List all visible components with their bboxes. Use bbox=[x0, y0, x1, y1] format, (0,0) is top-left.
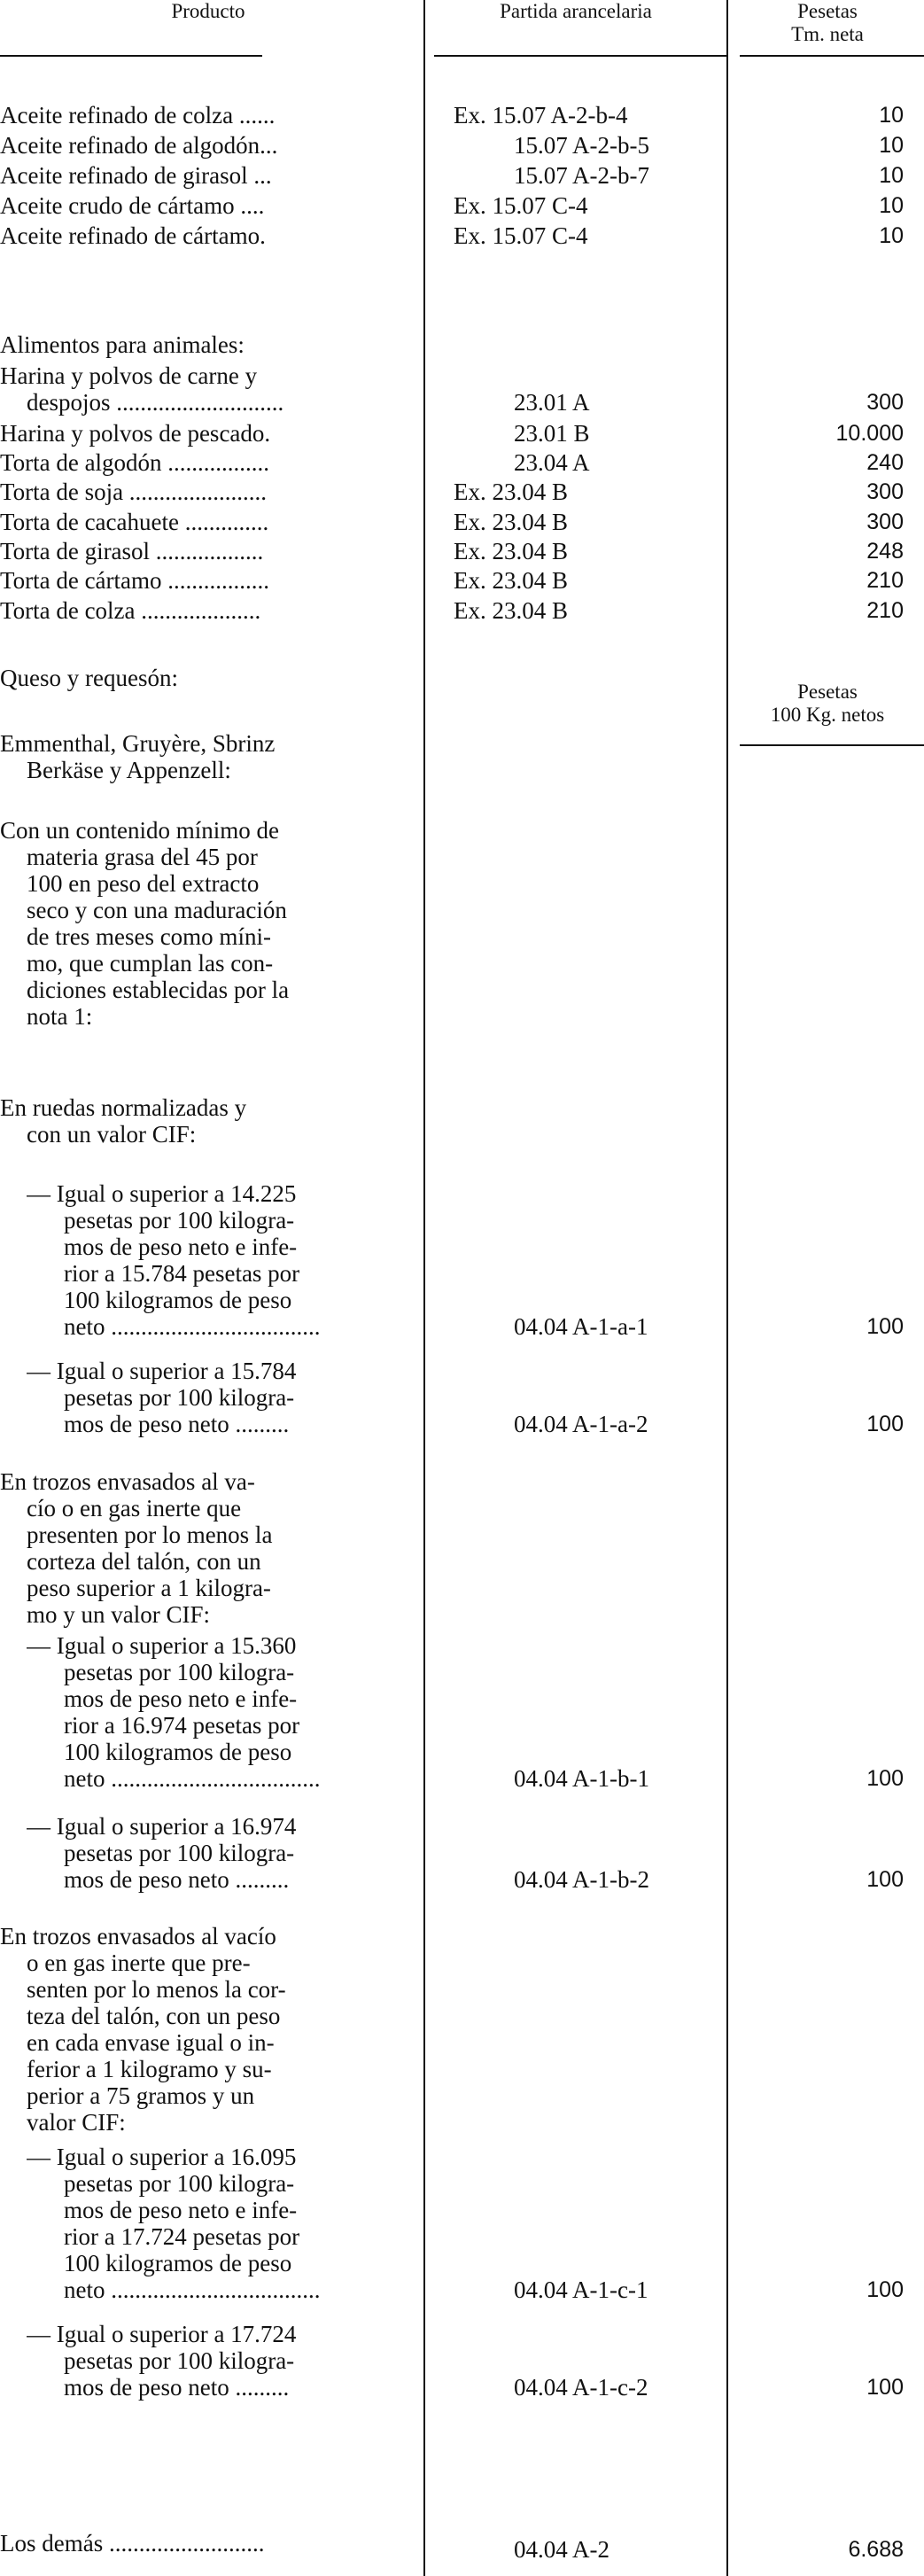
alimento-valor: 300 bbox=[866, 479, 904, 504]
c1-valor: 100 bbox=[866, 2277, 904, 2302]
t1-line: neto ................................... bbox=[64, 1765, 321, 1792]
alimento-partida: Ex. 23.04 B bbox=[454, 597, 569, 624]
trozos1-line: En trozos envasados al va- bbox=[0, 1468, 255, 1495]
aceite-partida: 15.07 A-2-b-5 bbox=[514, 132, 649, 159]
alimento-valor: 300 bbox=[866, 390, 904, 415]
trozos2-line: en cada envase igual o in- bbox=[27, 2029, 275, 2056]
aceite-partida: Ex. 15.07 A-2-b-4 bbox=[454, 102, 628, 128]
t2-line: pesetas por 100 kilogra- bbox=[64, 1840, 295, 1866]
r2-partida: 04.04 A-1-a-2 bbox=[514, 1411, 648, 1437]
alimentos-title: Alimentos para animales: bbox=[0, 331, 245, 358]
alimento-partida: 23.04 A bbox=[514, 449, 590, 476]
contenido-line: nota 1: bbox=[27, 1003, 93, 1030]
r1-line: mos de peso neto e infe- bbox=[64, 1234, 298, 1260]
ruedas-line: En ruedas normalizadas y bbox=[0, 1094, 247, 1121]
alimento-partida: Ex. 23.04 B bbox=[454, 538, 569, 564]
r2-line: mos de peso neto ......... bbox=[64, 1411, 290, 1437]
header-rule-producto bbox=[0, 55, 262, 57]
t2-partida: 04.04 A-1-b-2 bbox=[514, 1866, 649, 1893]
trozos1-line: presenten por lo menos la bbox=[27, 1521, 273, 1548]
header-pesetas-tm bbox=[731, 0, 924, 46]
alimento-producto: Torta de algodón ................. bbox=[0, 449, 270, 476]
header-pesetas-kg bbox=[731, 681, 924, 727]
t2-valor: 100 bbox=[866, 1867, 904, 1892]
alimento-producto: Torta de soja ....................... bbox=[0, 479, 268, 505]
contenido-line: mo, que cumplan las con- bbox=[27, 950, 274, 977]
header-kg-netos-label: 100 Kg. netos bbox=[770, 704, 885, 726]
contenido-line: Con un contenido mínimo de bbox=[0, 817, 279, 844]
contenido-line: 100 en peso del extracto bbox=[27, 870, 260, 897]
aceite-producto: Aceite refinado de girasol ... bbox=[0, 162, 272, 189]
alimento-partida: Ex. 23.04 B bbox=[454, 509, 569, 535]
alimento-producto: Torta de colza .................... bbox=[0, 597, 261, 624]
c1-partida: 04.04 A-1-c-1 bbox=[514, 2276, 648, 2303]
t1-valor: 100 bbox=[866, 1766, 904, 1791]
trozos1-line: mo y un valor CIF: bbox=[27, 1601, 210, 1628]
c1-line: mos de peso neto e infe- bbox=[64, 2197, 298, 2223]
trozos2-line: senten por lo menos la cor- bbox=[27, 1976, 286, 2003]
contenido-line: seco y con una maduración bbox=[27, 897, 287, 923]
alimento-partida: 23.01 A bbox=[514, 389, 590, 416]
c2-line: pesetas por 100 kilogra- bbox=[64, 2347, 295, 2374]
c1-line: — Igual o superior a 16.095 bbox=[27, 2144, 297, 2170]
r1-line: 100 kilogramos de peso bbox=[64, 1287, 292, 1313]
alimento-producto: Torta de girasol .................. bbox=[0, 538, 264, 564]
c1-line: neto ................................... bbox=[64, 2276, 321, 2303]
emmenthal-line: Berkäse y Appenzell: bbox=[27, 757, 231, 783]
r1-partida: 04.04 A-1-a-1 bbox=[514, 1313, 648, 1340]
trozos1-line: cío o en gas inerte que bbox=[27, 1495, 242, 1521]
demas-valor: 6.688 bbox=[848, 2537, 904, 2562]
alimento-producto: Torta de cacahuete .............. bbox=[0, 509, 269, 535]
header-producto: Producto bbox=[171, 0, 245, 22]
header-pesetas-label-2: Pesetas bbox=[797, 681, 858, 703]
t1-partida: 04.04 A-1-b-1 bbox=[514, 1765, 649, 1792]
r1-line: pesetas por 100 kilogra- bbox=[64, 1207, 295, 1234]
ruedas-line: con un valor CIF: bbox=[27, 1121, 197, 1148]
column-divider-1 bbox=[423, 0, 425, 2576]
t1-line: — Igual o superior a 15.360 bbox=[27, 1632, 297, 1659]
t1-line: pesetas por 100 kilogra- bbox=[64, 1659, 295, 1685]
alimento-valor: 240 bbox=[866, 450, 904, 475]
r1-line: — Igual o superior a 14.225 bbox=[27, 1180, 297, 1207]
demas-producto: Los demás .......................... bbox=[0, 2530, 265, 2557]
header-partida: Partida arancelaria bbox=[500, 0, 652, 22]
t2-line: mos de peso neto ......... bbox=[64, 1866, 290, 1893]
r2-line: — Igual o superior a 15.784 bbox=[27, 1358, 297, 1384]
c2-line: mos de peso neto ......... bbox=[64, 2374, 290, 2401]
r1-valor: 100 bbox=[866, 1314, 904, 1339]
aceite-producto: Aceite refinado de algodón... bbox=[0, 132, 278, 159]
trozos2-line: perior a 75 gramos y un bbox=[27, 2082, 255, 2109]
queso-title: Queso y requesón: bbox=[0, 665, 178, 691]
alimento-producto-line: Harina y polvos de carne y bbox=[0, 362, 258, 389]
trozos1-line: peso superior a 1 kilogra- bbox=[27, 1575, 271, 1601]
c1-line: pesetas por 100 kilogra- bbox=[64, 2170, 295, 2197]
header-rule-partida bbox=[434, 55, 726, 57]
r2-valor: 100 bbox=[866, 1412, 904, 1436]
t1-line: mos de peso neto e infe- bbox=[64, 1685, 298, 1712]
emmenthal-line: Emmenthal, Gruyère, Sbrinz bbox=[0, 730, 276, 757]
aceite-valor: 10 bbox=[879, 103, 904, 128]
r1-line: rior a 15.784 pesetas por bbox=[64, 1260, 300, 1287]
aceite-valor: 10 bbox=[879, 193, 904, 218]
alimento-producto: Torta de cártamo ................. bbox=[0, 567, 270, 594]
contenido-line: de tres meses como míni- bbox=[27, 923, 271, 950]
c1-line: rior a 17.724 pesetas por bbox=[64, 2223, 300, 2250]
trozos2-line: teza del talón, con un peso bbox=[27, 2003, 281, 2029]
alimento-partida: Ex. 23.04 B bbox=[454, 567, 569, 594]
aceite-producto: Aceite crudo de cártamo .... bbox=[0, 192, 265, 219]
alimento-partida: 23.01 B bbox=[514, 420, 590, 447]
trozos1-line: corteza del talón, con un bbox=[27, 1548, 261, 1575]
aceite-valor: 10 bbox=[879, 163, 904, 188]
trozos2-line: ferior a 1 kilogramo y su- bbox=[27, 2056, 272, 2082]
t2-line: — Igual o superior a 16.974 bbox=[27, 1813, 297, 1840]
aceite-valor: 10 bbox=[879, 223, 904, 248]
contenido-line: diciones establecidas por la bbox=[27, 977, 290, 1003]
r1-line: neto ................................... bbox=[64, 1313, 321, 1340]
c1-line: 100 kilogramos de peso bbox=[64, 2250, 292, 2276]
aceite-partida: 15.07 A-2-b-7 bbox=[514, 162, 649, 189]
header-rule-pesetas-kg bbox=[740, 744, 924, 746]
c2-line: — Igual o superior a 17.724 bbox=[27, 2321, 297, 2347]
c2-valor: 100 bbox=[866, 2375, 904, 2400]
alimento-valor: 210 bbox=[866, 568, 904, 593]
alimento-producto: despojos ............................ bbox=[27, 389, 284, 416]
alimento-valor: 300 bbox=[866, 510, 904, 534]
alimento-partida: Ex. 23.04 B bbox=[454, 479, 569, 505]
t1-line: rior a 16.974 pesetas por bbox=[64, 1712, 300, 1739]
trozos2-line: valor CIF: bbox=[27, 2109, 126, 2136]
header-tm-neta-label: Tm. neta bbox=[791, 23, 864, 45]
alimento-valor: 10.000 bbox=[835, 421, 904, 446]
r2-line: pesetas por 100 kilogra- bbox=[64, 1384, 295, 1411]
c2-partida: 04.04 A-1-c-2 bbox=[514, 2374, 648, 2401]
aceite-producto: Aceite refinado de cártamo. bbox=[0, 222, 266, 249]
alimento-producto: Harina y polvos de pescado. bbox=[0, 420, 271, 447]
aceite-partida: Ex. 15.07 C-4 bbox=[454, 222, 588, 249]
aceite-producto: Aceite refinado de colza ...... bbox=[0, 102, 276, 128]
t1-line: 100 kilogramos de peso bbox=[64, 1739, 292, 1765]
trozos2-line: En trozos envasados al vacío bbox=[0, 1923, 276, 1950]
alimento-valor: 248 bbox=[866, 539, 904, 564]
demas-partida: 04.04 A-2 bbox=[514, 2536, 610, 2563]
contenido-line: materia grasa del 45 por bbox=[27, 844, 258, 870]
aceite-valor: 10 bbox=[879, 133, 904, 158]
alimento-valor: 210 bbox=[866, 598, 904, 623]
header-pesetas-label: Pesetas bbox=[797, 0, 858, 22]
header-rule-pesetas bbox=[740, 55, 924, 57]
trozos2-line: o en gas inerte que pre- bbox=[27, 1950, 251, 1976]
aceite-partida: Ex. 15.07 C-4 bbox=[454, 192, 588, 219]
